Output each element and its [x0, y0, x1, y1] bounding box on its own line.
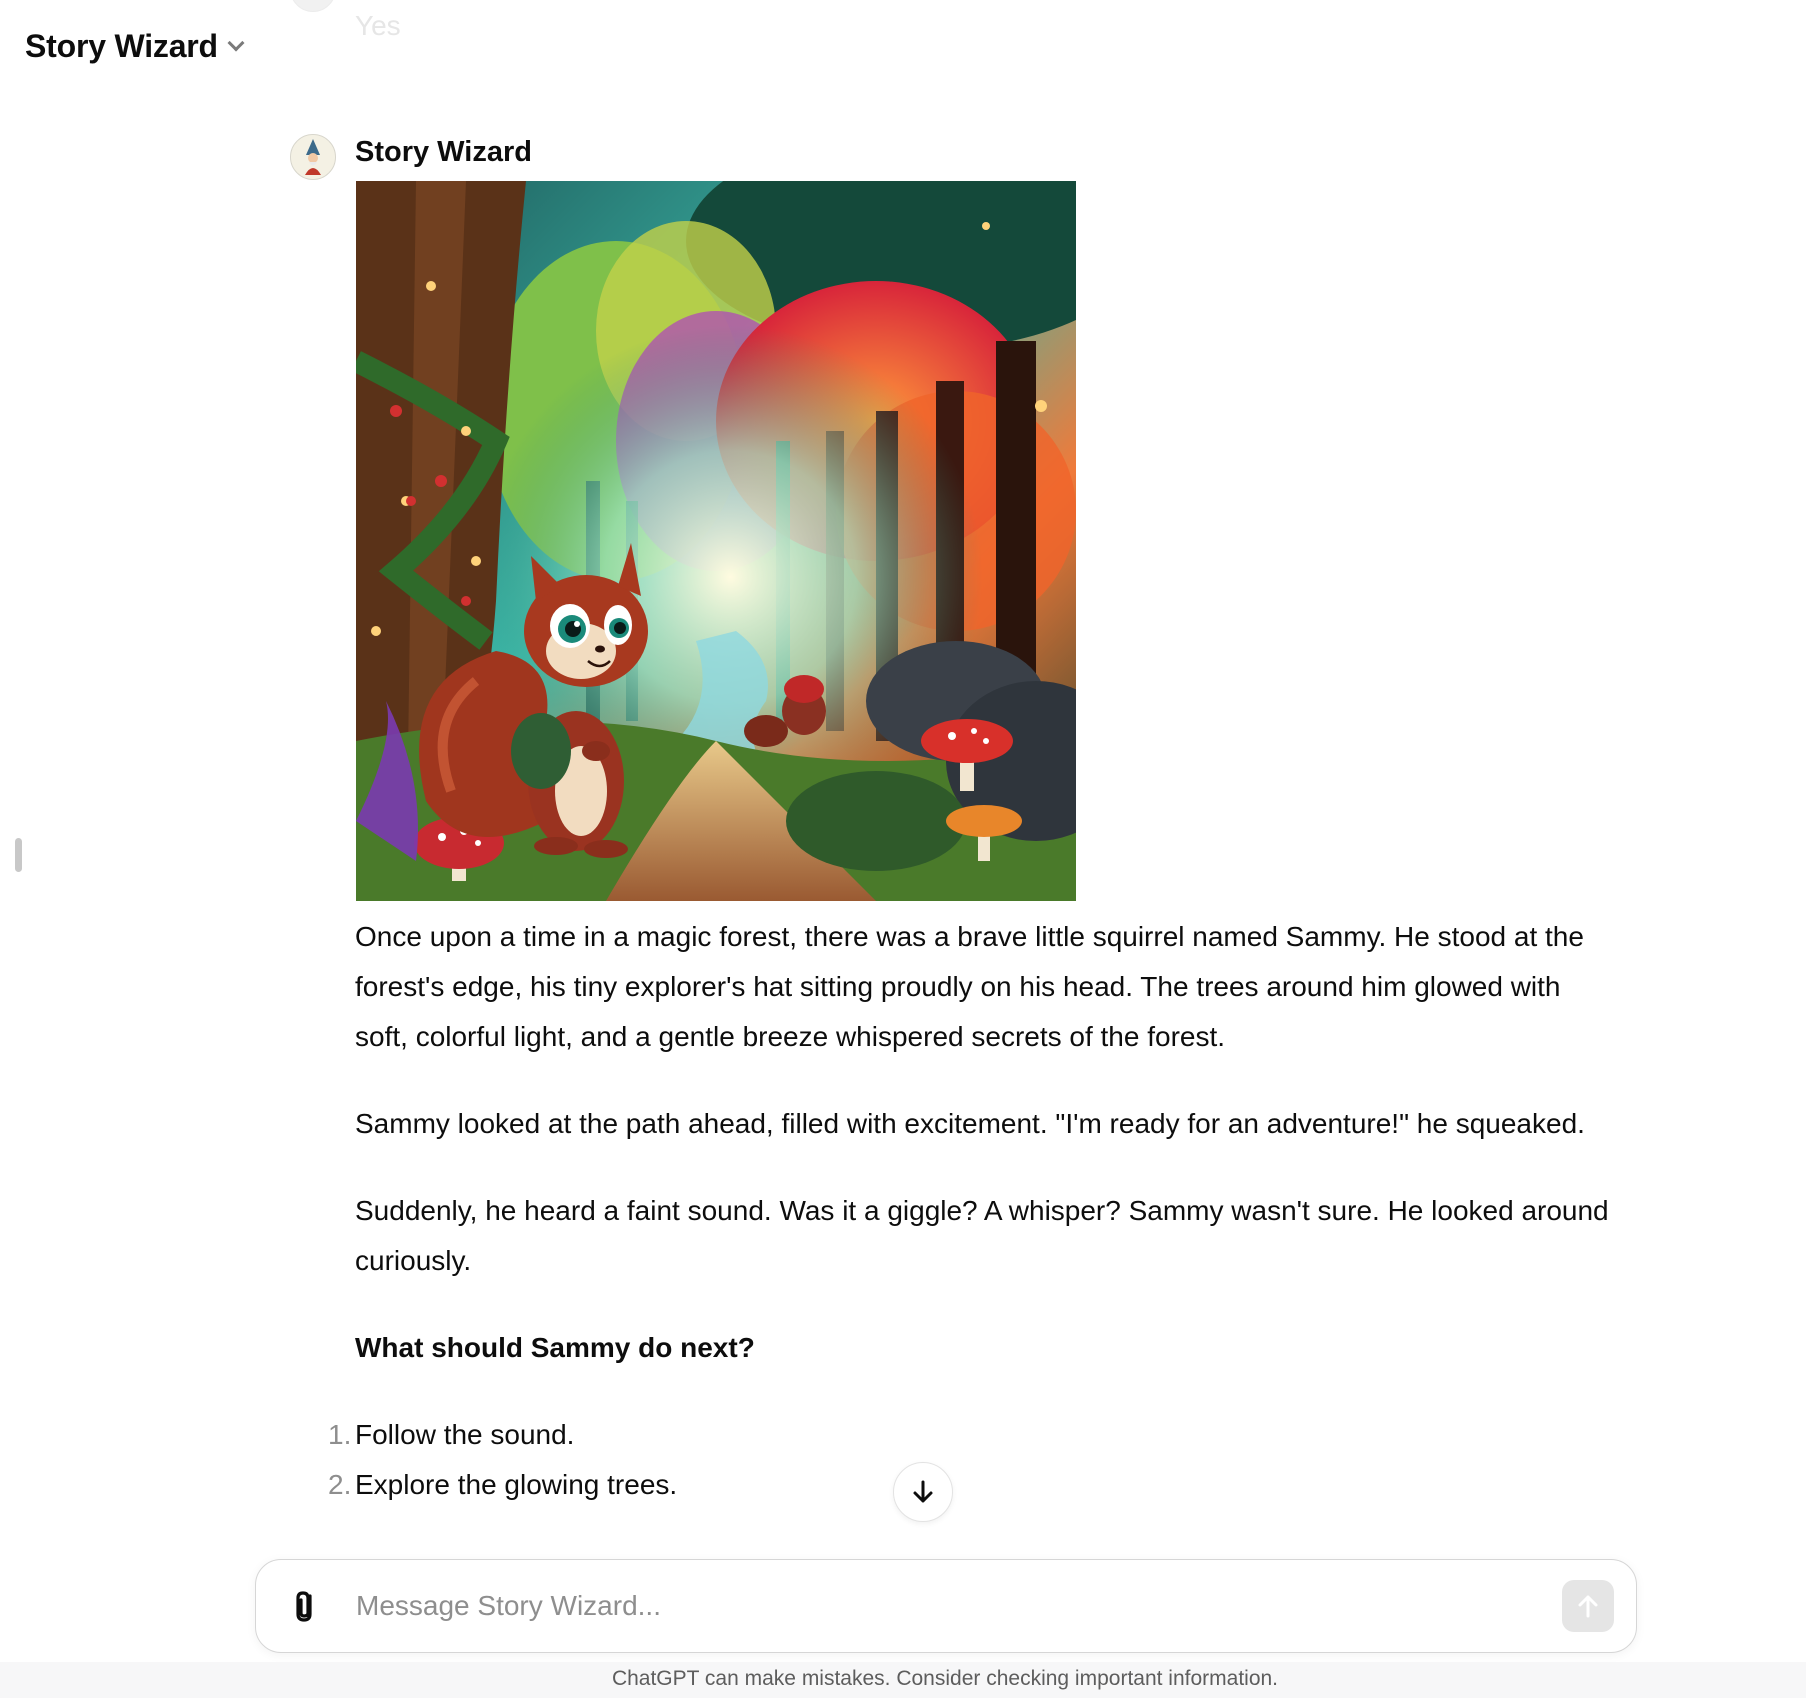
story-paragraph-2: Sammy looked at the path ahead, filled with excitement. "I'm ready for an adventure!" he squeaked. — [355, 1108, 1585, 1139]
story-paragraph-3: Suddenly, he heard a faint sound. Was it a giggle? A whisper? Sammy wasn't sure. He looked around curiously. — [355, 1195, 1609, 1276]
chevron-down-icon — [227, 34, 244, 51]
story-option — [328, 1460, 1615, 1510]
story-options-list — [328, 1410, 1615, 1510]
option-text: Explore the glowing trees. — [355, 1469, 678, 1500]
previous-message-text: Yes — [355, 10, 401, 41]
model-selector[interactable] — [25, 28, 242, 65]
disclaimer-text: ChatGPT can make mistakes. Consider checking important information. — [611, 1667, 1279, 1690]
story-illustration[interactable] — [356, 181, 1076, 901]
message-input[interactable] — [354, 1582, 1508, 1630]
arrow-up-icon — [1575, 1592, 1601, 1620]
header-title: Story Wizard — [25, 28, 218, 64]
option-number: 1. — [328, 1419, 352, 1450]
scroll-to-bottom-button[interactable] — [893, 1462, 953, 1522]
option-text: Follow the sound. — [355, 1419, 575, 1450]
previous-message-avatar — [290, 0, 336, 12]
attach-file-button[interactable] — [286, 1586, 322, 1626]
forest-squirrel-image — [356, 181, 1076, 901]
assistant-avatar — [290, 134, 336, 180]
message-composer — [255, 1559, 1637, 1653]
story-paragraph-1: Once upon a time in a magic forest, there was a brave little squirrel named Sammy. He stood at the forest's edge, his tiny explorer's hat sitting proudly on his head. The trees around him glowed with soft, colorful light, and a gentle breeze whispered secrets of the forest. — [355, 921, 1584, 1052]
arrow-down-icon — [909, 1478, 937, 1506]
assistant-message-body — [328, 912, 1615, 1510]
assistant-name: Story Wizard — [355, 136, 532, 168]
story-option — [328, 1410, 1615, 1460]
option-number: 2. — [328, 1469, 352, 1500]
story-question: What should Sammy do next? — [355, 1332, 755, 1363]
send-button[interactable] — [1562, 1580, 1614, 1632]
wizard-avatar-icon — [291, 135, 335, 179]
paperclip-icon — [286, 1586, 322, 1626]
sidebar-toggle-handle[interactable] — [15, 838, 22, 872]
